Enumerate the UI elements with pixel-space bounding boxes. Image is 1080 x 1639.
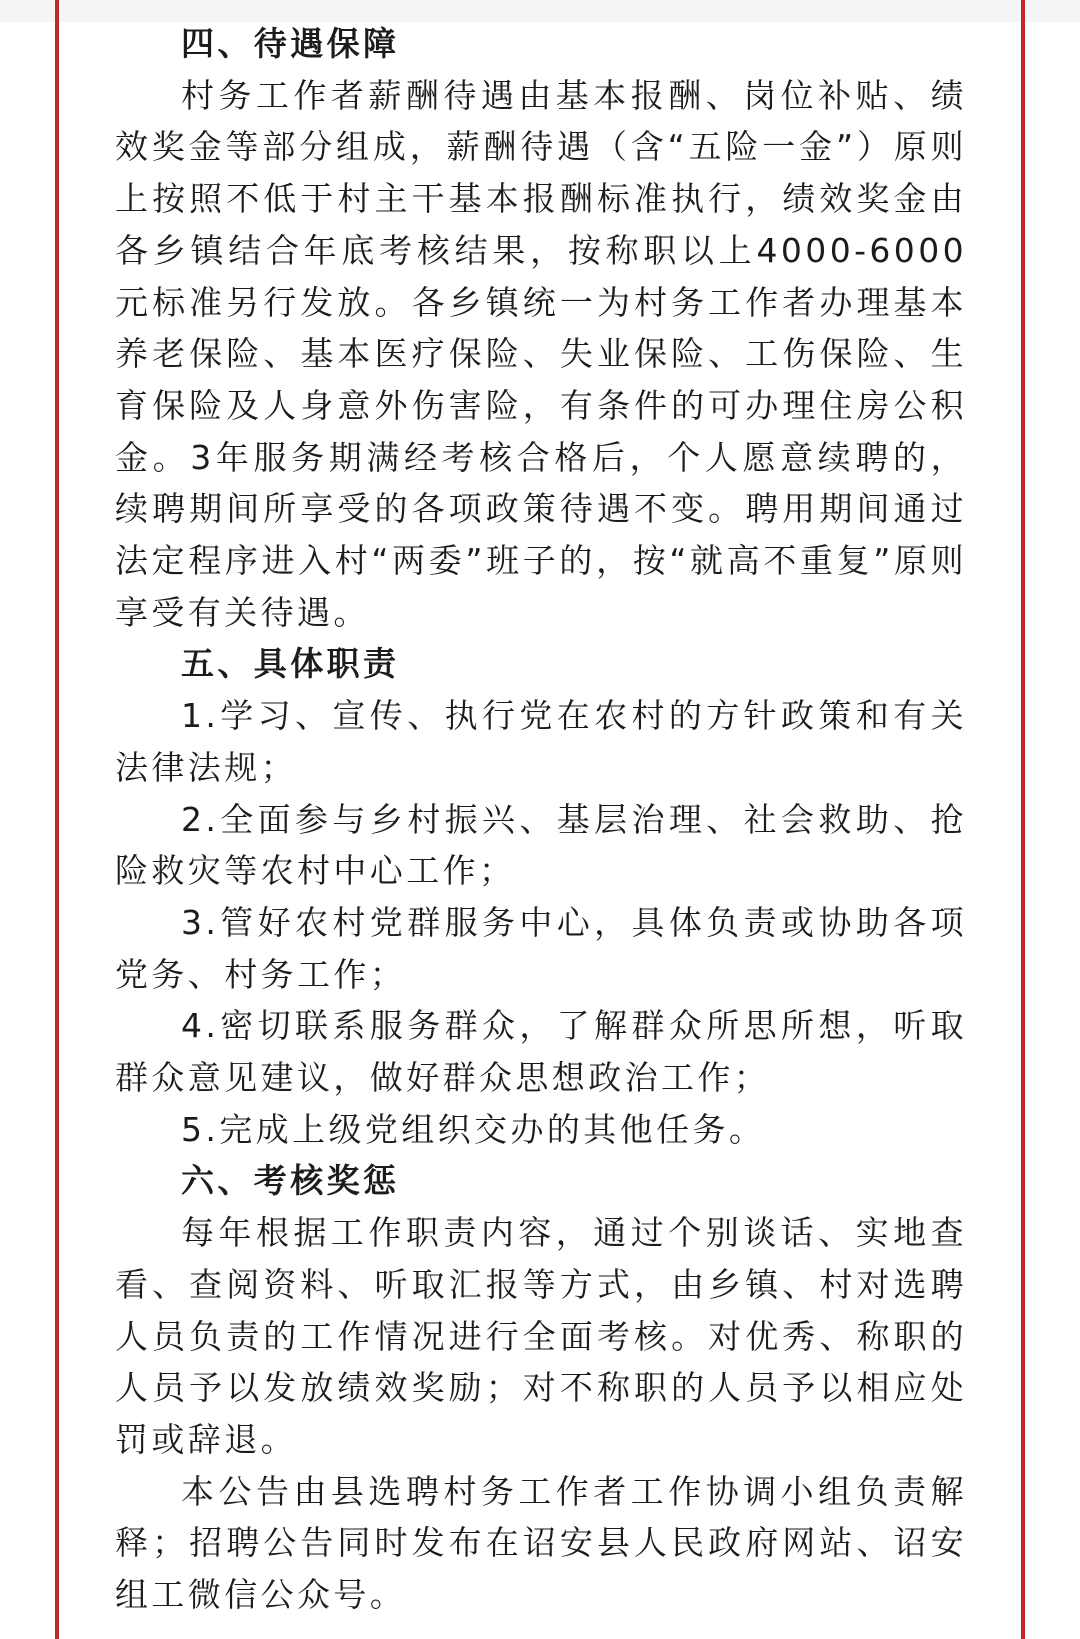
red-border-right bbox=[1021, 0, 1025, 1639]
duty-item: 2.全面参与乡村振兴、基层治理、社会救助、抢险救灾等农村中心工作； bbox=[115, 799, 967, 891]
section-heading-assessment: 六、考核奖惩 bbox=[181, 1161, 400, 1201]
duty-item: 3.管好农村党群服务中心，具体负责或协助各项党务、村务工作； bbox=[115, 902, 967, 994]
section-heading-treatment: 四、待遇保障 bbox=[181, 24, 400, 63]
duty-item: 4.密切联系服务群众，了解群众所思所想，听取群众意见建议，做好群众思想政治工作； bbox=[115, 1006, 967, 1098]
closing-paragraph: 本公告由县选聘村务工作者工作协调小组负责解释；招聘公告同时发布在诏安县人民政府网站、诏安组工微信公众号。 bbox=[115, 1471, 967, 1615]
duty-item: 1.学习、宣传、执行党在农村的方针政策和有关法律法规； bbox=[115, 696, 967, 787]
section-heading-duties: 五、具体职责 bbox=[181, 644, 400, 684]
red-border-left bbox=[55, 0, 59, 1639]
section-paragraph-assessment: 每年根据工作职责内容，通过个别谈话、实地查看、查阅资料、听取汇报等方式，由乡镇、村对选聘人员负责的工作情况进行全面考核。对优秀、称职的人员予以发放绩效奖励；对不称职的人员予以相应处罚或辞退。 bbox=[115, 1213, 967, 1459]
section-paragraph-treatment: 村务工作者薪酬待遇由基本报酬、岗位补贴、绩效奖金等部分组成，薪酬待遇（含“五险一金”）原则上按照不低于村主干基本报酬标准执行，绩效奖金由各乡镇结合年底考核结果，按称职以上4000-6000元标准另行发放。各乡镇统一为村务工作者办理基本养老保险、基本医疗保险、失业保险、工伤保险、生育保险及人身意外伤害险，有条件的可办理住房公积金。3年服务期满经考核合格后，个人愿意续聘的，续聘期间所享受的各项政策待遇不变。聘用期间通过法定程序进入村“两委”班子的，按“就高不重复”原则享受有关待遇。 bbox=[115, 75, 967, 632]
article-body bbox=[115, 18, 967, 1621]
duty-item: 5.完成上级党组织交办的其他任务。 bbox=[181, 1109, 766, 1149]
